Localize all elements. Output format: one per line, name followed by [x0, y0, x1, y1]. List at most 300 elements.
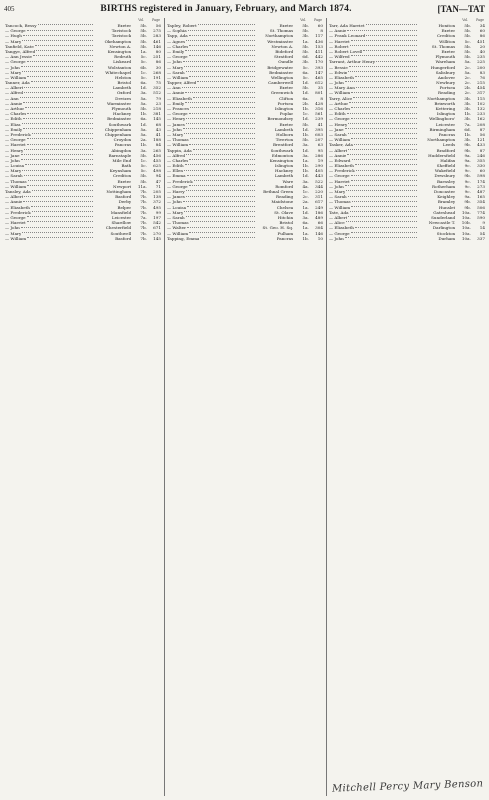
dot-leader: [25, 164, 92, 165]
column-heading-vol: Vol.: [138, 18, 145, 22]
entry-name: — Frederick: [167, 178, 193, 184]
entry-volume: 9a.: [464, 152, 471, 158]
entry-page: 220: [315, 189, 323, 194]
entry-district: Portsea: [277, 100, 294, 106]
entry-volume: 2c.: [464, 64, 471, 70]
entry-district: Tavistock: [111, 33, 132, 39]
entry-volume: 7a.: [140, 214, 147, 220]
entry-volume: 7b.: [140, 225, 147, 231]
entry-name: — Elizabeth: [329, 225, 354, 231]
dot-leader: [351, 175, 417, 176]
entry-page: 218: [153, 106, 161, 111]
dot-leader: [31, 206, 93, 207]
entry-page: 80: [155, 48, 161, 54]
entry-name: — John: [5, 157, 20, 163]
dot-leader: [22, 123, 93, 124]
entry-page: 132: [477, 106, 485, 111]
dot-leader: [366, 24, 417, 25]
entry-name: — Elizabeth: [167, 95, 192, 101]
entry-district: Bradford: [436, 147, 456, 153]
entry-district: Northampton: [427, 137, 456, 143]
entry-name: — Emma: [167, 173, 186, 179]
dot-leader: [352, 201, 417, 202]
entry-name: — Edith: [167, 163, 184, 169]
entry-volume: 5a.: [140, 131, 147, 137]
entry-volume: 5b.: [140, 152, 147, 158]
entry-district: Exeter: [441, 28, 456, 34]
dot-leader: [33, 55, 93, 56]
entry-page: 393: [315, 64, 323, 70]
entry-name: — Henry: [329, 121, 348, 127]
entry-volume: 9a.: [464, 157, 471, 163]
entry-name: — George: [5, 28, 26, 34]
entry-district: Birmingham: [429, 126, 456, 132]
dot-leader: [347, 30, 416, 31]
entry-page: 208: [477, 121, 485, 127]
entry-volume: 7b.: [140, 235, 147, 241]
entry-name: — Elizabeth: [329, 163, 354, 169]
dot-leader: [189, 55, 255, 56]
entry-page: 455: [153, 157, 161, 163]
entry-district: Basford: [115, 194, 132, 200]
dot-leader: [348, 71, 416, 72]
entry-name: — Alfred: [167, 152, 186, 158]
entry-volume: 1a.: [302, 230, 309, 236]
dot-leader: [189, 144, 254, 145]
entry-page: 99: [155, 209, 161, 215]
entry-district: Mansfield: [110, 209, 132, 215]
dot-leader: [186, 40, 254, 41]
entry-volume: 6a.: [140, 116, 147, 122]
dot-leader: [345, 81, 417, 82]
entry-volume: 5b.: [140, 173, 147, 179]
entry-name: — Elizabeth: [5, 204, 30, 210]
entry-page: 598: [477, 173, 485, 179]
entry-volume: 2a.: [302, 199, 309, 205]
entry-page: 215: [477, 80, 485, 86]
entry-page: 197: [153, 214, 161, 220]
dot-leader: [350, 45, 417, 46]
entry-volume: 5c.: [140, 54, 147, 60]
entry-name: — Albert: [329, 147, 348, 153]
entry-volume: 3b.: [302, 33, 309, 39]
dot-leader: [347, 154, 416, 155]
entry-district: Northampton: [265, 33, 294, 39]
entry-page: 233: [477, 111, 485, 117]
entry-name: — Arthur: [329, 100, 349, 106]
entry-name: — Elizabeth: [329, 74, 354, 80]
dot-leader: [186, 118, 254, 119]
entry-page: 801: [315, 90, 323, 96]
entry-page: 56: [155, 23, 161, 28]
dot-leader: [23, 102, 92, 103]
dot-leader: [351, 180, 417, 181]
entry-page: 60: [479, 28, 485, 34]
entry-name: — Albert: [5, 85, 24, 91]
entry-volume: 5c.: [140, 163, 147, 169]
entry-name: — John: [5, 225, 20, 231]
entry-district: Liskeard: [113, 59, 132, 65]
entry-page: 344: [315, 183, 323, 189]
entry-name: — James: [167, 194, 185, 200]
dot-leader: [185, 102, 254, 103]
entry-district: Chelsea: [276, 204, 294, 210]
column-heading-page: Page: [152, 18, 160, 22]
dot-leader: [27, 76, 92, 77]
entry-district: Westminster: [267, 38, 294, 44]
entry-page: 86: [155, 59, 161, 65]
entry-volume: 3b.: [302, 59, 309, 65]
entry-volume: 5b.: [140, 178, 147, 184]
entry-volume: 9c.: [464, 168, 471, 174]
entry-page: 79: [155, 95, 161, 101]
entry-volume: 1b.: [302, 106, 309, 111]
entry-volume: 1a.: [302, 225, 309, 231]
dot-leader: [21, 227, 93, 228]
entry-name: — John: [167, 59, 182, 65]
dot-leader: [348, 133, 417, 134]
entry-volume: 10a.: [461, 209, 471, 215]
entry-page: 76: [479, 74, 485, 80]
entry-volume: 6d.: [464, 126, 471, 132]
dot-leader: [185, 92, 254, 93]
dot-leader: [27, 216, 93, 217]
dot-leader: [22, 40, 92, 41]
entry-page: 47: [155, 178, 161, 184]
register-entry: [329, 236, 486, 241]
entry-name: — Edwin: [329, 69, 348, 75]
entry-district: Bristol: [117, 80, 132, 86]
entry-page: 20: [479, 43, 485, 49]
entry-volume: 1c.: [140, 69, 147, 75]
entry-district: Bramley: [437, 199, 456, 205]
entry-page: 68: [155, 121, 161, 127]
dot-leader: [345, 185, 417, 186]
entry-district: Plymouth: [111, 106, 132, 111]
entry-name: — Charles: [167, 43, 189, 49]
dot-leader: [351, 92, 416, 93]
entry-district: Chesterfield: [105, 225, 132, 231]
entry-volume: 3a.: [302, 214, 309, 220]
dot-leader: [197, 81, 254, 82]
dot-leader: [186, 123, 255, 124]
entry-name: Tapper, Alfred: [167, 80, 197, 86]
entry-page: 115: [477, 95, 485, 101]
entry-volume: 2c.: [302, 194, 309, 200]
entry-page: 283: [153, 33, 161, 39]
entry-district: Chippenham: [104, 126, 132, 132]
entry-page: 354: [477, 199, 485, 205]
dot-leader: [31, 81, 93, 82]
entry-district: Barnstaple: [108, 152, 132, 158]
entry-volume: 5b.: [302, 28, 309, 34]
entry-volume: 6a.: [140, 80, 147, 86]
entry-volume: 9b.: [464, 173, 471, 179]
entry-page: 311: [315, 194, 323, 200]
entry-district: Hackney: [113, 111, 132, 117]
entry-district: Bideford: [275, 48, 294, 54]
entry-volume: 5c.: [464, 38, 471, 44]
entry-volume: 7a.: [464, 121, 471, 127]
entry-district: Brixworth: [434, 100, 456, 106]
entry-page: 19: [317, 157, 323, 163]
entry-name: — George: [167, 111, 188, 117]
entry-name: — Hugh: [5, 33, 22, 39]
entry-name: — Robert: [329, 43, 349, 49]
dot-leader: [198, 24, 255, 25]
entry-page: 304: [315, 225, 323, 231]
entry-name: — Annie: [5, 199, 23, 205]
entry-volume: 5a.: [140, 95, 147, 101]
entry-name: — Walter: [167, 225, 187, 231]
entry-page: 372: [153, 199, 161, 205]
entry-district: Redruth: [114, 54, 132, 60]
entry-district: Gateshead: [433, 209, 456, 215]
entry-volume: 3b.: [464, 137, 471, 143]
entry-volume: 11a.: [137, 183, 147, 189]
entry-district: Islington: [274, 163, 294, 169]
entry-district: Basford: [115, 235, 132, 241]
entry-name: — Thomas: [329, 199, 351, 205]
entry-volume: 5b.: [464, 33, 471, 39]
entry-district: Oundle: [278, 59, 294, 65]
dot-leader: [348, 123, 416, 124]
entry-volume: 9c.: [464, 178, 471, 184]
entry-page: 381: [153, 111, 161, 117]
entry-name: — Mary: [167, 131, 184, 137]
dot-leader: [23, 128, 92, 129]
entry-volume: 6a.: [302, 95, 309, 101]
entry-district: Reading: [438, 90, 456, 96]
entry-district: Holborn: [276, 131, 294, 137]
entry-page: 200: [477, 64, 485, 70]
entry-page: 87: [479, 147, 485, 153]
entry-district: Newton A.: [109, 43, 132, 49]
entry-name: Tasker, Ada: [329, 142, 353, 148]
entry-district: Pancras: [438, 131, 456, 137]
entry-page: 153: [315, 43, 323, 49]
entry-volume: 10a.: [461, 214, 471, 220]
entry-page: 170: [315, 59, 323, 65]
index-range: [TAN—TAT: [437, 4, 485, 14]
dot-leader: [182, 87, 255, 88]
entry-name: — Bessie: [329, 64, 348, 70]
entry-volume: 1d.: [302, 126, 309, 132]
page-title: BIRTHS registered in January, February, and March 1874.: [100, 4, 352, 14]
dot-leader: [193, 97, 255, 98]
entry-volume: 5a.: [140, 100, 147, 106]
entry-page: 249: [315, 204, 323, 210]
dot-leader: [355, 76, 417, 77]
entry-name: — Edith: [5, 116, 22, 122]
dot-leader: [349, 66, 417, 67]
entry-name: — Jane: [329, 126, 344, 132]
entry-page: 337: [477, 235, 485, 241]
entry-district: Southwark: [108, 121, 132, 127]
entry-district: Mile End: [112, 157, 132, 163]
entry-district: Keynsham: [109, 168, 132, 174]
entry-page: 395: [315, 126, 323, 132]
entry-name: — Albert: [5, 194, 24, 200]
dot-leader: [356, 170, 417, 171]
entry-volume: 1c.: [302, 111, 309, 117]
entry-district: Lambeth: [274, 173, 294, 179]
entry-district: Bedminster: [269, 69, 294, 75]
entry-district: Tavistock: [111, 28, 132, 34]
entry-name: — Annie: [329, 28, 347, 34]
entry-name: Tarry, Alice: [329, 95, 353, 101]
dot-leader: [186, 154, 254, 155]
entry-page: 87: [479, 126, 485, 132]
dot-leader: [348, 216, 416, 217]
entry-district: Newport: [112, 183, 132, 189]
entry-volume: 1b.: [464, 111, 471, 117]
entry-volume: 5b.: [140, 23, 147, 28]
entry-name: — Ann: [167, 85, 181, 91]
entry-page: 290: [315, 163, 323, 169]
entry-name: Tapping, Emma: [167, 235, 200, 241]
entry-name: Tancock, Bessy: [5, 23, 37, 28]
entry-page: 145: [153, 116, 161, 122]
column-heading-vol: Vol.: [300, 18, 307, 22]
entry-district: Hunslet: [438, 204, 456, 210]
entry-name: — William: [329, 204, 351, 210]
entry-name: — Ann: [5, 95, 19, 101]
dot-leader: [24, 87, 92, 88]
entry-name: — Robert Lovell: [329, 48, 363, 54]
entry-name: Tapp, Ada: [167, 33, 188, 39]
entry-district: Crediton: [436, 33, 456, 39]
entry-page: 451: [477, 38, 485, 44]
entry-district: Darlington: [432, 225, 456, 231]
entry-volume: 10b.: [461, 220, 471, 226]
entry-volume: 5b.: [464, 23, 471, 28]
entry-name: — Louisa: [167, 204, 187, 210]
entry-volume: 1b.: [302, 163, 309, 169]
dot-leader: [21, 159, 93, 160]
entry-name: — Mary: [5, 230, 22, 236]
dot-leader: [189, 232, 254, 233]
dot-leader: [355, 227, 417, 228]
entry-district: Kensington: [269, 157, 294, 163]
entry-page: 83: [479, 69, 485, 75]
entry-name: — Harriet: [5, 142, 26, 148]
entry-district: Devizes: [115, 95, 132, 101]
entry-volume: 1b.: [464, 131, 471, 137]
entry-name: — Charles: [167, 157, 189, 163]
entry-volume: 2c.: [464, 80, 471, 86]
entry-volume: 10a.: [461, 235, 471, 241]
entry-district: Pancras: [276, 235, 294, 241]
dot-leader: [351, 232, 417, 233]
dot-leader: [186, 71, 255, 72]
entry-volume: 1a.: [140, 48, 147, 54]
entry-district: Portsea: [439, 85, 456, 91]
entry-volume: 4a.: [302, 183, 309, 189]
entry-volume: 9b.: [464, 147, 471, 153]
entry-page: 207: [315, 137, 323, 143]
entry-district: Halifax: [440, 157, 456, 163]
dot-leader: [27, 113, 92, 114]
entry-volume: 2b.: [302, 100, 309, 106]
dot-leader: [184, 211, 254, 212]
dot-leader: [376, 61, 416, 62]
dot-leader: [35, 45, 93, 46]
entry-page: 671: [153, 225, 161, 231]
dot-leader: [36, 50, 92, 51]
dot-leader: [349, 102, 416, 103]
entry-district: Clifton: [279, 95, 294, 101]
entry-district: Doncaster: [433, 189, 456, 194]
dot-leader: [183, 201, 255, 202]
entry-name: — Arthur: [5, 106, 25, 111]
dot-leader: [189, 35, 255, 36]
entry-page: 246: [477, 152, 485, 158]
entry-district: Greenwich: [270, 90, 294, 96]
entry-volume: 7b.: [140, 204, 147, 210]
entry-volume: 3b.: [464, 116, 471, 122]
entry-district: Hitchin: [277, 214, 294, 220]
entry-volume: 3a.: [140, 147, 147, 153]
entry-district: Whitechapel: [105, 69, 132, 75]
entry-district: Bethnal Green: [263, 189, 294, 194]
entry-page: 94: [155, 173, 161, 179]
dot-leader: [189, 45, 254, 46]
dot-leader: [366, 35, 416, 36]
entry-volume: 3b.: [464, 106, 471, 111]
entry-volume: 5b.: [140, 33, 147, 39]
dot-leader: [23, 35, 93, 36]
entry-volume: 5b.: [140, 106, 147, 111]
entry-volume: 6d.: [302, 54, 309, 60]
entry-district: Islington: [436, 111, 456, 117]
entry-volume: 10a.: [461, 225, 471, 231]
entry-name: — Eliza: [5, 121, 21, 127]
entry-page: 121: [477, 137, 485, 143]
entry-page: 84: [155, 142, 161, 148]
entry-page: 270: [153, 230, 161, 236]
entry-page: 498: [153, 168, 161, 174]
entry-district: Fulham: [277, 230, 294, 236]
entry-page: 41: [155, 131, 161, 137]
entry-district: Newbury: [436, 80, 456, 86]
entry-district: Shardlow: [111, 220, 132, 226]
entry-name: — Charles: [5, 111, 27, 117]
dot-leader: [32, 133, 93, 134]
entry-name: — William: [5, 235, 27, 241]
entry-page: 14: [479, 225, 485, 231]
entry-name: — Mary: [5, 69, 22, 75]
entry-page: 617: [315, 199, 323, 205]
entry-district: Maidstone: [271, 199, 294, 205]
dot-leader: [27, 221, 93, 222]
entry-volume: 2a.: [140, 137, 147, 143]
entry-volume: 6a.: [302, 69, 309, 75]
entry-name: — Mary Ann: [329, 85, 355, 91]
entry-volume: 5a.: [464, 59, 471, 65]
entry-name: — Frederick: [5, 209, 31, 215]
dot-leader: [27, 61, 93, 62]
dot-leader: [351, 206, 416, 207]
entry-volume: 3a.: [302, 178, 309, 184]
dot-leader: [22, 170, 92, 171]
dot-leader: [38, 24, 93, 25]
entry-volume: 9c.: [464, 189, 471, 194]
entry-name: — Sarah: [167, 69, 185, 75]
entry-page: 317: [477, 90, 485, 96]
entry-district: St. Geo. H. Sq.: [262, 225, 294, 231]
entry-page: 191: [153, 74, 161, 80]
